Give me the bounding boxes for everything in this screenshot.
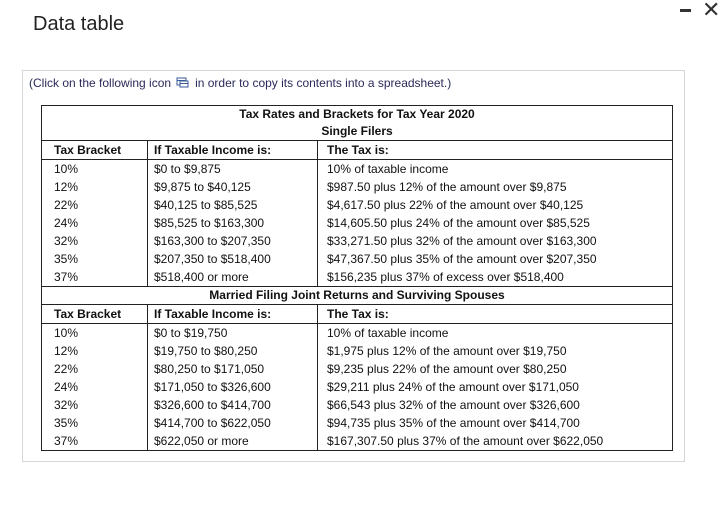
cell-bracket: 12% bbox=[54, 180, 79, 194]
table-row bbox=[42, 160, 673, 179]
table-row bbox=[42, 432, 673, 451]
header-tax-is: The Tax is: bbox=[318, 305, 673, 324]
cell-bracket: 12% bbox=[54, 344, 79, 358]
table-row bbox=[42, 250, 673, 268]
cell-income: $163,300 to $207,350 bbox=[148, 232, 318, 250]
section-title-single: Single Filers bbox=[321, 124, 393, 138]
cell-income: $0 to $9,875 bbox=[148, 160, 318, 179]
table-row bbox=[42, 324, 673, 343]
cell-tax: $47,367.50 plus 35% of the amount over $207,350 bbox=[318, 250, 673, 268]
table-row bbox=[42, 214, 673, 232]
cell-income: $171,050 to $326,600 bbox=[148, 378, 318, 396]
copy-instruction bbox=[29, 76, 451, 90]
cell-tax: $9,235 plus 22% of the amount over $80,250 bbox=[318, 360, 673, 378]
minimize-icon[interactable] bbox=[680, 9, 691, 12]
table-row bbox=[42, 360, 673, 378]
header-taxable-income: If Taxable Income is: bbox=[148, 141, 318, 160]
cell-income: $518,400 or more bbox=[148, 268, 318, 287]
cell-bracket: 37% bbox=[54, 270, 79, 284]
header-tax-bracket: Tax Bracket bbox=[42, 141, 148, 160]
cell-tax: $1,975 plus 12% of the amount over $19,750 bbox=[318, 342, 673, 360]
tax-rates-table bbox=[41, 105, 673, 451]
cell-income: $19,750 to $80,250 bbox=[148, 342, 318, 360]
cell-bracket: 24% bbox=[54, 216, 79, 230]
table-row bbox=[42, 378, 673, 396]
cell-bracket: 22% bbox=[54, 362, 79, 376]
cell-bracket: 22% bbox=[54, 198, 79, 212]
cell-income: $0 to $19,750 bbox=[148, 324, 318, 343]
copy-icon[interactable] bbox=[176, 77, 189, 89]
table-title: Tax Rates and Brackets for Tax Year 2020 bbox=[239, 107, 475, 121]
cell-tax: $14,605.50 plus 24% of the amount over $85,525 bbox=[318, 214, 673, 232]
cell-tax: $167,307.50 plus 37% of the amount over $622,050 bbox=[318, 432, 673, 451]
cell-income: $9,875 to $40,125 bbox=[148, 178, 318, 196]
section-title-row bbox=[42, 287, 673, 305]
close-icon[interactable]: ✕ bbox=[702, 0, 721, 22]
table-row bbox=[42, 268, 673, 287]
header-tax-is: The Tax is: bbox=[318, 141, 673, 160]
cell-bracket: 10% bbox=[54, 162, 79, 176]
cell-bracket: 32% bbox=[54, 398, 79, 412]
cell-income: $326,600 to $414,700 bbox=[148, 396, 318, 414]
header-taxable-income: If Taxable Income is: bbox=[148, 305, 318, 324]
cell-tax: 10% of taxable income bbox=[318, 324, 673, 343]
cell-bracket: 24% bbox=[54, 380, 79, 394]
table-row bbox=[42, 196, 673, 214]
cell-income: $414,700 to $622,050 bbox=[148, 414, 318, 432]
cell-income: $622,050 or more bbox=[148, 432, 318, 451]
instruction-text-before: (Click on the following icon bbox=[29, 76, 172, 90]
cell-tax: $4,617.50 plus 22% of the amount over $40,125 bbox=[318, 196, 673, 214]
cell-tax: $33,271.50 plus 32% of the amount over $163,300 bbox=[318, 232, 673, 250]
column-header-row bbox=[42, 305, 673, 324]
table-row bbox=[42, 232, 673, 250]
cell-tax: 10% of taxable income bbox=[318, 160, 673, 179]
cell-income: $85,525 to $163,300 bbox=[148, 214, 318, 232]
cell-tax: $987.50 plus 12% of the amount over $9,875 bbox=[318, 178, 673, 196]
table-row bbox=[42, 342, 673, 360]
cell-tax: $156,235 plus 37% of excess over $518,400 bbox=[318, 268, 673, 287]
cell-tax: $66,543 plus 32% of the amount over $326,600 bbox=[318, 396, 673, 414]
header-tax-bracket: Tax Bracket bbox=[42, 305, 148, 324]
data-table-panel bbox=[22, 70, 685, 462]
cell-tax: $29,211 plus 24% of the amount over $171,050 bbox=[318, 378, 673, 396]
cell-bracket: 32% bbox=[54, 234, 79, 248]
cell-income: $40,125 to $85,525 bbox=[148, 196, 318, 214]
table-title-row bbox=[42, 106, 673, 124]
table-row bbox=[42, 396, 673, 414]
cell-bracket: 35% bbox=[54, 252, 79, 266]
cell-tax: $94,735 plus 35% of the amount over $414,700 bbox=[318, 414, 673, 432]
column-header-row bbox=[42, 141, 673, 160]
cell-bracket: 10% bbox=[54, 326, 79, 340]
cell-income: $207,350 to $518,400 bbox=[148, 250, 318, 268]
table-row bbox=[42, 414, 673, 432]
cell-bracket: 35% bbox=[54, 416, 79, 430]
section-title-married: Married Filing Joint Returns and Surviving Spouses bbox=[42, 287, 673, 305]
cell-income: $80,250 to $171,050 bbox=[148, 360, 318, 378]
dialog-title: Data table bbox=[33, 13, 125, 35]
instruction-text-after: in order to copy its contents into a spreadsheet.) bbox=[195, 76, 452, 90]
section-title-row bbox=[42, 123, 673, 141]
table-row bbox=[42, 178, 673, 196]
cell-bracket: 37% bbox=[54, 434, 79, 448]
